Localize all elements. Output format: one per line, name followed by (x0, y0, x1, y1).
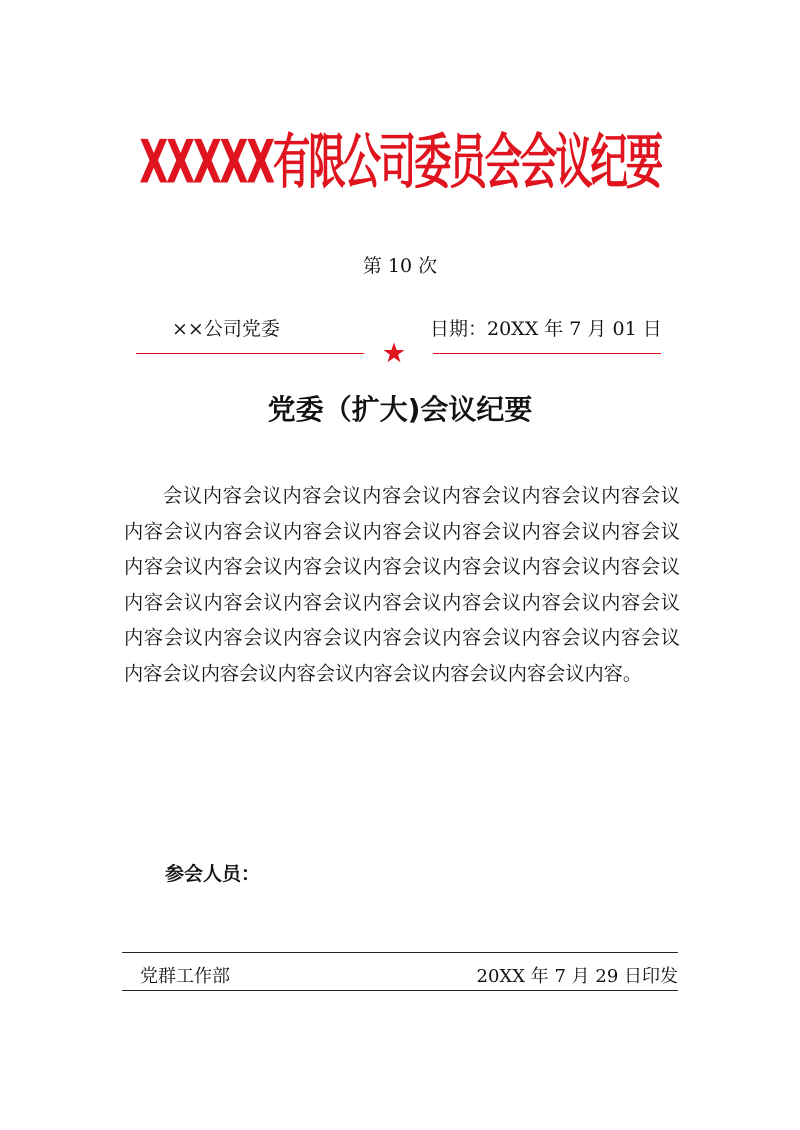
footer-rule-bottom (122, 990, 678, 991)
issue-date: 日期：20XX 年 7 月 01 日 (430, 318, 662, 340)
red-divider-right (433, 353, 661, 354)
attendees-label: 参会人员： (165, 863, 261, 885)
issuer-name: ××公司党委 (172, 318, 280, 340)
document-body: 会议内容会议内容会议内容会议内容会议内容会议内容会议内容会议内容会议内容会议内容会议内容会议内容会议内容会议内容会议内容会议内容会议内容会议内容会议内容会议内容会议内容会议内容会议内容会议内容会议内容会议内容会议内容会议内容会议内容会议内容会议内容会议内容会议内容会议内容会议内容会议内容会议内容会议内容会议内容会议内容会议内容。 (124, 484, 680, 685)
masthead-title-text: XXXXX有限公司委员会会议纪要 (139, 128, 661, 198)
footer-department: 党群工作部 (140, 966, 230, 987)
issue-number: 第 10 次 (362, 255, 438, 277)
document-title: 党委（扩大)会议纪要 (267, 393, 533, 426)
masthead-title (0, 118, 800, 208)
footer-rule-top (122, 952, 678, 953)
star-icon (382, 341, 406, 365)
footer-issue-date: 20XX 年 7 月 29 日印发 (476, 966, 678, 987)
red-divider-left (136, 353, 364, 354)
